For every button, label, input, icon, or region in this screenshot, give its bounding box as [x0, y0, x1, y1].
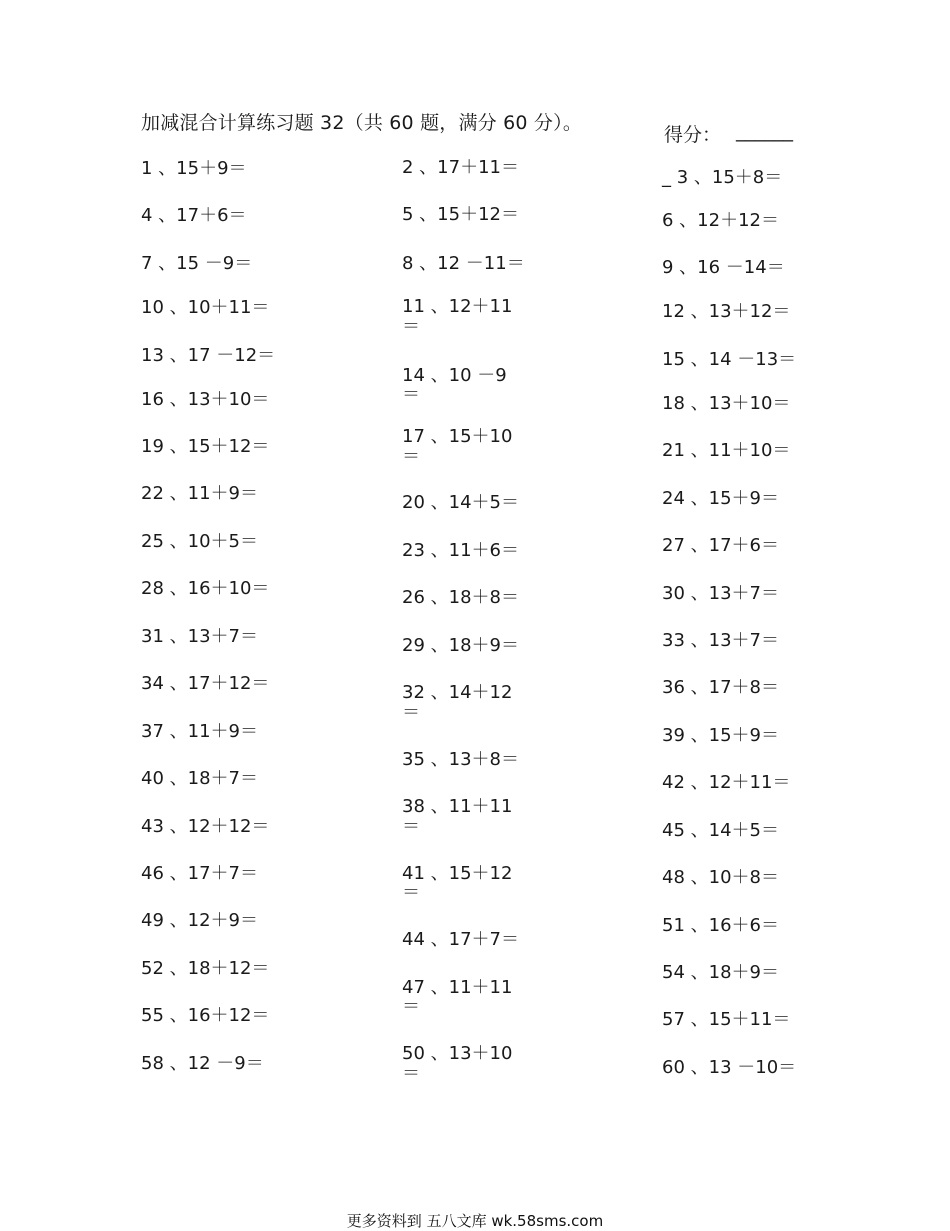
problem-52: 52 、18＋12＝	[141, 958, 270, 979]
problem-19: 19 、15＋12＝	[141, 436, 270, 457]
problem-5: 5 、15＋12＝	[402, 204, 519, 225]
problem-50-equals: ＝	[402, 1063, 420, 1084]
problem-40: 40 、18＋7＝	[141, 768, 258, 789]
problem-9: 9 、16 －14＝	[662, 257, 785, 278]
problem-25: 25 、10＋5＝	[141, 531, 258, 552]
problem-1: 1 、15＋9＝	[141, 158, 247, 179]
footer-watermark: 更多资料到 五八文库 wk.58sms.com	[346, 1212, 604, 1230]
problem-20: 20 、14＋5＝	[402, 492, 519, 513]
problem-11: 11 、12＋11	[402, 296, 513, 317]
problem-35: 35 、13＋8＝	[402, 749, 519, 770]
problem-37: 37 、11＋9＝	[141, 721, 258, 742]
problem-47-equals: ＝	[402, 996, 420, 1017]
problem-50: 50 、13＋10	[402, 1043, 513, 1064]
problem-28: 28 、16＋10＝	[141, 578, 270, 599]
problem-47: 47 、11＋11	[402, 977, 513, 998]
problem-16: 16 、13＋10＝	[141, 389, 270, 410]
problem-15: 15 、14 －13＝	[662, 349, 797, 370]
problem-41-equals: ＝	[402, 882, 420, 903]
score-blank: ______	[736, 120, 793, 142]
problem-43: 43 、12＋12＝	[141, 816, 270, 837]
problem-48: 48 、10＋8＝	[662, 867, 779, 888]
problem-45: 45 、14＋5＝	[662, 820, 779, 841]
problem-26: 26 、18＋8＝	[402, 587, 519, 608]
problem-4: 4 、17＋6＝	[141, 205, 247, 226]
problem-54: 54 、18＋9＝	[662, 962, 779, 983]
problem-11-equals: ＝	[402, 316, 420, 337]
problem-32: 32 、14＋12	[402, 682, 513, 703]
problem-22: 22 、11＋9＝	[141, 483, 258, 504]
problem-17-equals: ＝	[402, 446, 420, 467]
problem-3: _ 3 、15＋8＝	[662, 167, 783, 188]
problem-27: 27 、17＋6＝	[662, 535, 779, 556]
problem-14-equals: ＝	[402, 384, 420, 405]
problem-10: 10 、10＋11＝	[141, 297, 270, 318]
worksheet-title: 加减混合计算练习题 32（共 60 题，满分 60 分）。	[141, 112, 583, 134]
problem-49: 49 、12＋9＝	[141, 910, 258, 931]
problem-23: 23 、11＋6＝	[402, 540, 519, 561]
problem-8: 8 、12 －11＝	[402, 253, 525, 274]
problem-41: 41 、15＋12	[402, 863, 513, 884]
score-label: 得分：	[664, 124, 722, 146]
problem-58: 58 、12 －9＝	[141, 1053, 264, 1074]
problem-17: 17 、15＋10	[402, 426, 513, 447]
problem-29: 29 、18＋9＝	[402, 635, 519, 656]
problem-55: 55 、16＋12＝	[141, 1005, 270, 1026]
problem-12: 12 、13＋12＝	[662, 301, 791, 322]
problem-7: 7 、15 －9＝	[141, 253, 253, 274]
problem-44: 44 、17＋7＝	[402, 929, 519, 950]
problem-32-equals: ＝	[402, 702, 420, 723]
problem-18: 18 、13＋10＝	[662, 393, 791, 414]
problem-13: 13 、17 －12＝	[141, 345, 276, 366]
problem-21: 21 、11＋10＝	[662, 440, 791, 461]
problem-14: 14 、10 －9	[402, 365, 507, 386]
problem-60: 60 、13 －10＝	[662, 1057, 797, 1078]
problem-38-equals: ＝	[402, 816, 420, 837]
problem-57: 57 、15＋11＝	[662, 1009, 791, 1030]
problem-24: 24 、15＋9＝	[662, 488, 779, 509]
problem-36: 36 、17＋8＝	[662, 677, 779, 698]
problem-39: 39 、15＋9＝	[662, 725, 779, 746]
problem-46: 46 、17＋7＝	[141, 863, 258, 884]
problem-30: 30 、13＋7＝	[662, 583, 779, 604]
problem-31: 31 、13＋7＝	[141, 626, 258, 647]
problem-42: 42 、12＋11＝	[662, 772, 791, 793]
problem-51: 51 、16＋6＝	[662, 915, 779, 936]
problem-6: 6 、12＋12＝	[662, 210, 779, 231]
problem-38: 38 、11＋11	[402, 796, 513, 817]
problem-33: 33 、13＋7＝	[662, 630, 779, 651]
problem-34: 34 、17＋12＝	[141, 673, 270, 694]
problem-2: 2 、17＋11＝	[402, 157, 519, 178]
